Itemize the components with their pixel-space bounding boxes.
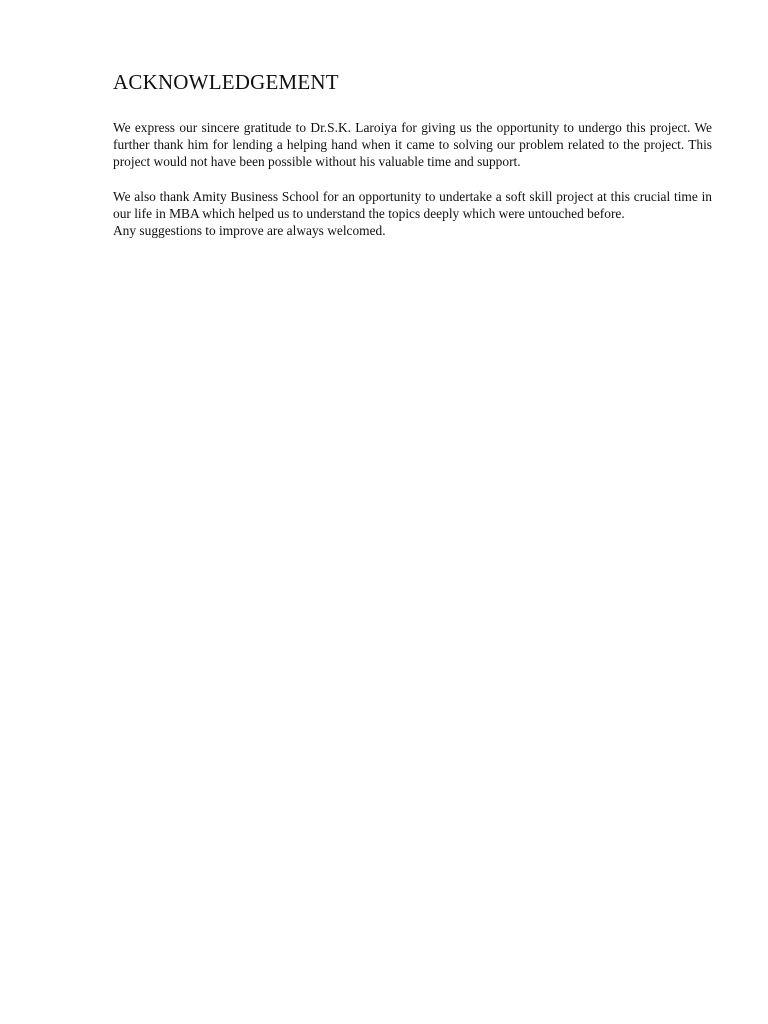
page-title: ACKNOWLEDGEMENT — [113, 70, 339, 94]
paragraph-suggestions: Any suggestions to improve are always welcomed. — [113, 223, 386, 239]
page-content — [113, 70, 712, 239]
paragraph-thanks-school: We also thank Amity Business School for an opportunity to undertake a soft skill project at this crucial time in our life in MBA which helped us to understand the topics deeply which were untouched before. — [113, 188, 712, 221]
paragraph-gratitude: We express our sincere gratitude to Dr.S.K. Laroiya for giving us the opportunity to undergo this project. We further thank him for lending a helping hand when it came to solving our problem related to the project. This project would not have been possible without his valuable time and support. — [113, 120, 712, 170]
